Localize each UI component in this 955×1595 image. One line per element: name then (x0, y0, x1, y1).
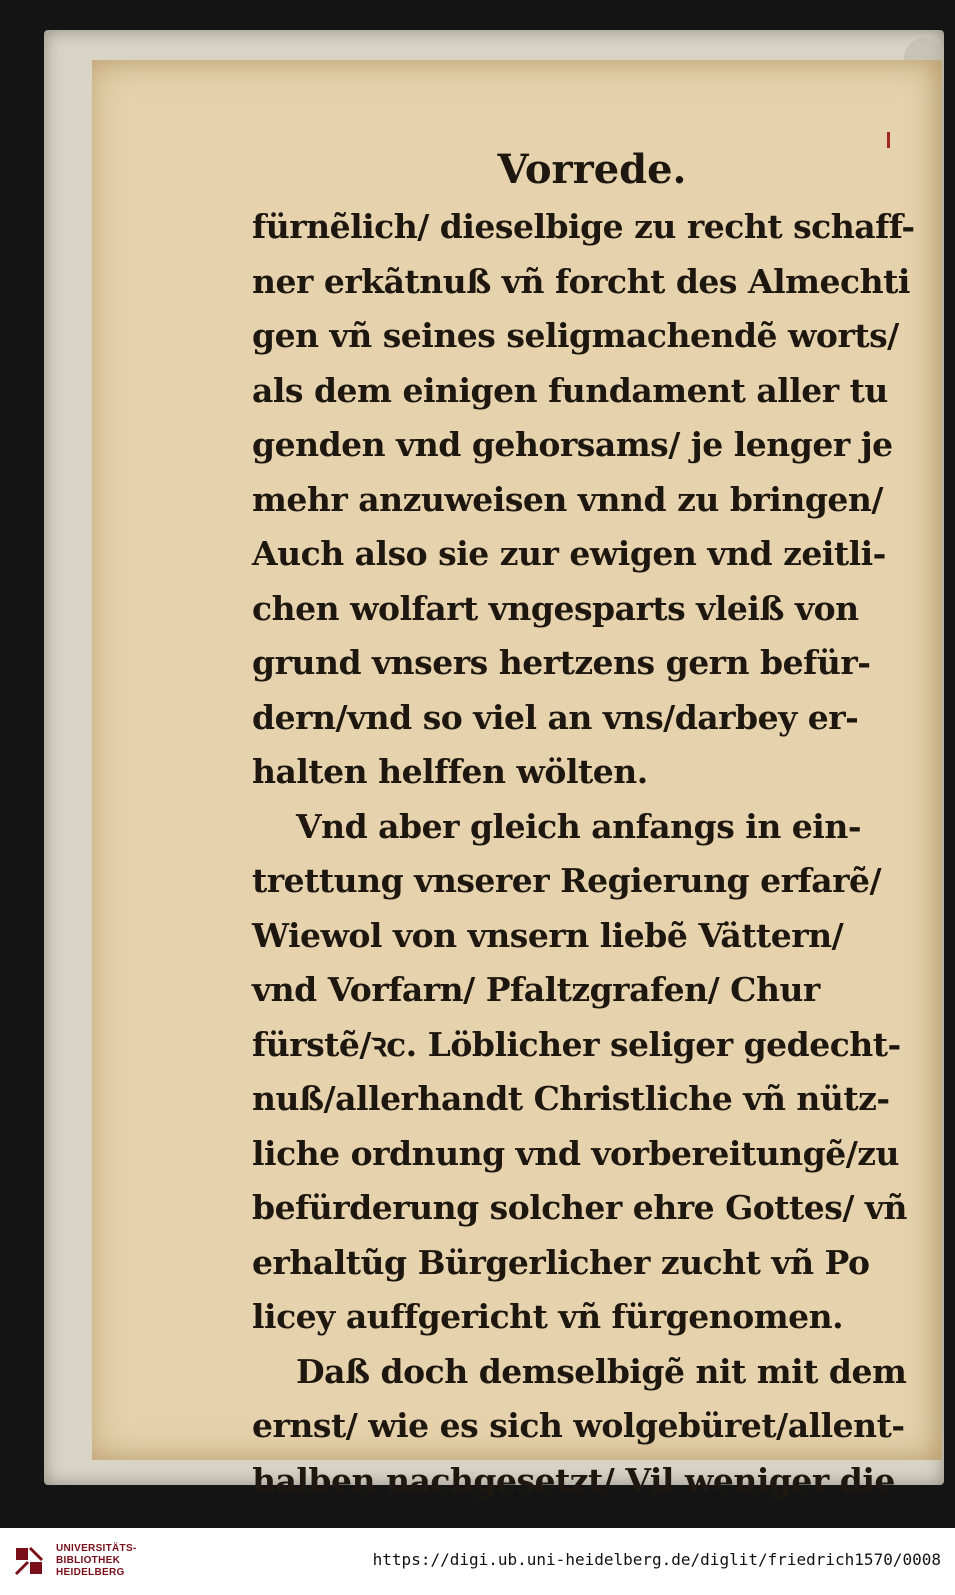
text-line: ernst/ wie es sich wolgebüret/allent- (252, 1406, 905, 1445)
text-line: halben nachgesetzt/ Vil weniger die (252, 1460, 895, 1500)
text-line: gen vñ seines seligmachendẽ worts/ (252, 316, 899, 355)
text-line: liche ordnung vnd vorbereitungẽ/zu (252, 1133, 900, 1173)
text-line: ner erkãtnuß vñ forcht des Almechti (252, 261, 910, 301)
text-line: Auch also sie zur ewigen vnd zeitli- (252, 534, 886, 573)
text-line: halten helffen wölten. (252, 752, 648, 791)
library-name (56, 1543, 137, 1579)
text-line: grund vnsers hertzens gern befür- (252, 643, 871, 682)
text-line: chen wolfart vngesparts vleiß von (252, 588, 859, 628)
library-name-line: HEIDELBERG (56, 1567, 125, 1578)
text-line: befürderung solcher ehre Gottes/ vñ (252, 1188, 908, 1227)
text-line: erhaltũg Bürgerlicher zucht vñ Po (252, 1242, 870, 1282)
page-heading: Vorrede. (497, 146, 687, 193)
text-line: genden vnd gehorsams/ je lenger je (252, 425, 893, 464)
text-line: fürnẽlich/ dieselbige zu recht schaff- (252, 207, 915, 246)
text-line: dern/vnd so viel an vns/darbey er- (252, 697, 859, 737)
text-line: fürstẽ/ꝛc. Löblicher seliger gedecht- (252, 1024, 901, 1064)
text-line: nuß/allerhandt Christliche vñ nütz- (252, 1079, 890, 1118)
text-line: als dem einigen fundament aller tu (252, 370, 888, 410)
book-page (92, 60, 942, 1500)
page-text-block (252, 140, 915, 1508)
paragraph-start-line: Vnd aber gleich anfangs in ein- (296, 806, 862, 846)
text-line: licey auffgericht vñ fürgenomen. (252, 1297, 844, 1336)
footer-bar (0, 1528, 955, 1595)
university-library-logo-icon (10, 1542, 48, 1580)
paragraph-start-line: Daß doch demselbigẽ nit mit dem (296, 1351, 907, 1391)
library-name-line: BIBLIOTHEK (56, 1555, 121, 1566)
text-line: vnd Vorfarn/ Pfaltzgrafen/ Chur (252, 970, 820, 1009)
text-line: Wiewol von vnsern liebẽ Vättern/ (252, 915, 844, 955)
text-line: trettung vnserer Regierung erfarẽ/ (252, 861, 882, 900)
library-name-line: UNIVERSITÄTS- (56, 1543, 137, 1554)
text-line: mehr anzuweisen vnnd zu bringen/ (252, 479, 883, 519)
document-url-link[interactable]: https://digi.ub.uni-heidelberg.de/diglit/friedrich1570/0008 (372, 1550, 941, 1569)
